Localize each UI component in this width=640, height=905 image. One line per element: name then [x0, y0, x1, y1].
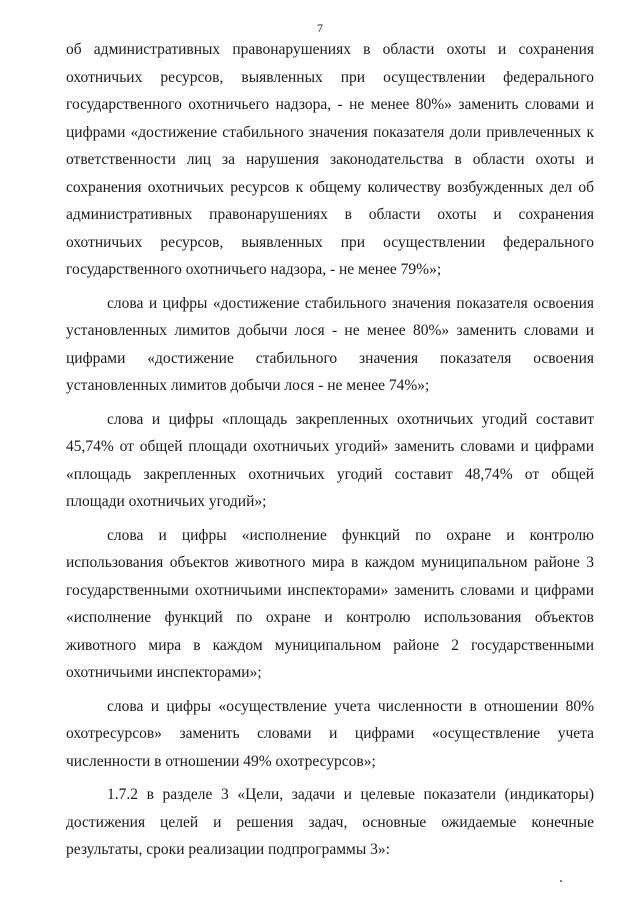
paragraph-hunting-grounds-area: слова и цифры «площадь закрепленных охотничьих угодий составит 45,74% от общей площади охотничьих угодий» заменить словами и цифрами «площадь закрепленных охотничьих угодий составит 48,74% от общей площади охотничьих угодий»; — [66, 410, 594, 510]
paragraph-population-accounting: слова и цифры «осуществление учета численности в отношении 80% охотресурсов» заменить словами и цифрами «осуществление учета численности в отношении 49% охотресурсов»; — [66, 697, 594, 770]
paragraph-inspectors: слова и цифры «исполнение функций по охране и контролю использования объектов животного мира в каждом муниципальном районе 3 государственными охотничьими инспекторами» заменить словами и цифрами «исполнение функций по охране и контролю использования объектов животного мира в каждом муниципальном районе 2 государственными охотничьими инспекторами»; — [66, 526, 594, 681]
document-body — [66, 36, 594, 870]
paragraph-moose-limits: слова и цифры «достижение стабильного значения показателя освоения установленных лимитов добычи лося - не менее 80%» заменить словами и цифрами «достижение стабильного значения показателя освоения установленных лимитов добычи лося - не менее 74%»; — [66, 294, 594, 394]
paragraph-section-1-7-2: 1.7.2 в разделе 3 «Цели, задачи и целевые показатели (индикаторы) достижения целей и решения задач, основные ожидаемые конечные результаты, сроки реализации подпрограммы 3»: — [66, 786, 594, 858]
page-number: 7 — [317, 21, 323, 35]
scan-speck — [560, 880, 562, 882]
paragraph-continuation: об административных правонарушениях в области охоты и сохранения охотничьих ресурсов, выявленных при осуществлении федерального государственного охотничьего надзора, - не менее 80%» заменить словами и цифрами «достижение стабильного значения показателя доли привлеченных к ответственности лиц за нарушения законодательства в области охоты и сохранения охотничьих ресурсов к общему количеству возбужденных дел об административных правонарушениях в области охоты и сохранения охотничьих ресурсов, выявленных при осуществлении федерального государственного охотничьего надзора, - не менее 79%»; — [66, 41, 594, 278]
